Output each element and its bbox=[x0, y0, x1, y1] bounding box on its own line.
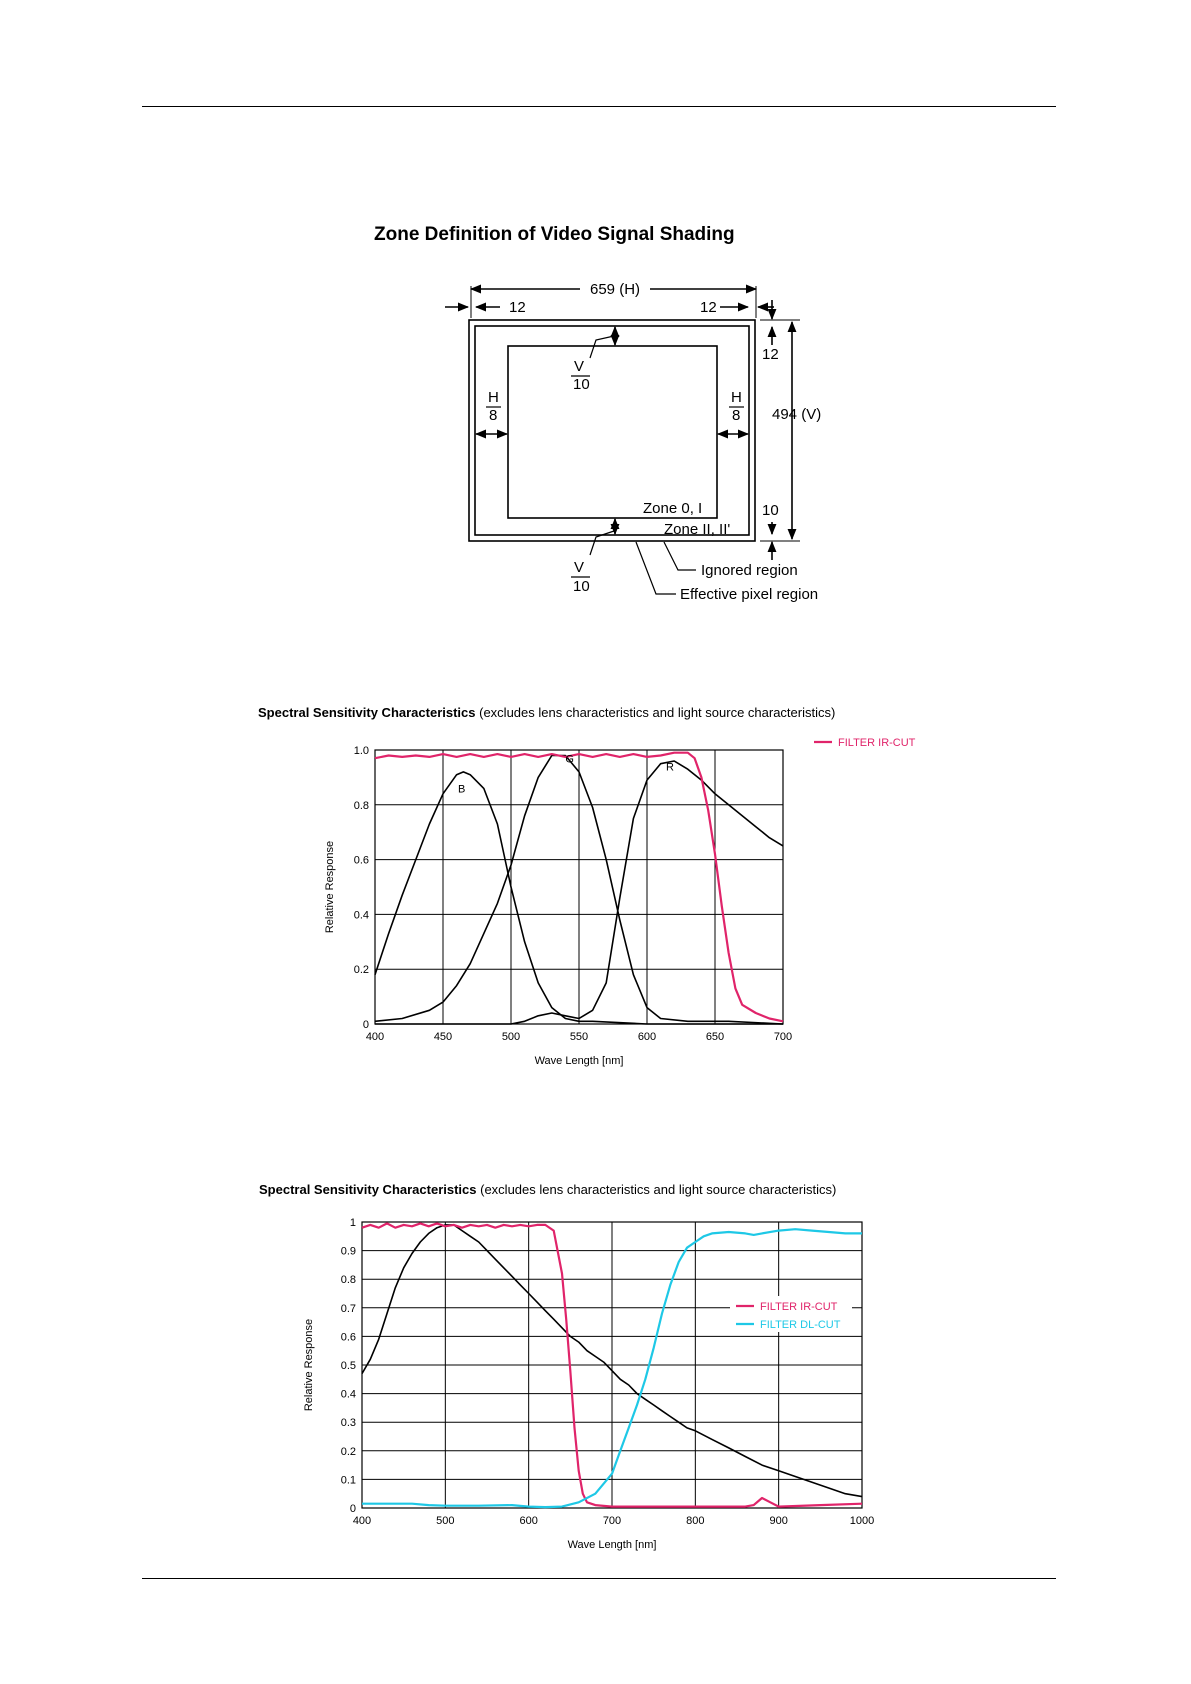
chart2-caption-bold: Spectral Sensitivity Characteristics bbox=[259, 1182, 477, 1197]
zone-title: Zone Definition of Video Signal Shading bbox=[374, 224, 735, 245]
x-tick-label: 800 bbox=[686, 1515, 705, 1527]
y-tick-label: 0.8 bbox=[353, 799, 369, 812]
annotation-r: R bbox=[666, 761, 674, 774]
y-tick-label: 0.1 bbox=[340, 1474, 356, 1487]
frac-v-top-den: 10 bbox=[573, 376, 590, 393]
y-tick-label: 0.7 bbox=[340, 1302, 356, 1315]
chart2-caption bbox=[259, 1182, 836, 1197]
y-tick-label: 1.0 bbox=[353, 745, 369, 757]
y-axis-label: Relative Response bbox=[324, 840, 336, 934]
zone-diagram bbox=[0, 0, 1191, 640]
y-tick-label: 0.6 bbox=[353, 854, 369, 867]
frac-v-bottom-num: V bbox=[574, 559, 585, 576]
x-axis-label: Wave Length [nm] bbox=[534, 1055, 624, 1067]
y-tick-label: 0.5 bbox=[340, 1360, 356, 1372]
x-tick-label: 400 bbox=[352, 1515, 372, 1527]
ignored-region-label: Ignored region bbox=[701, 562, 798, 579]
frac-h-right-den: 8 bbox=[732, 407, 741, 424]
v-top-margin-label: 12 bbox=[762, 346, 779, 363]
left-margin-label: 12 bbox=[509, 299, 526, 316]
y-tick-label: 0 bbox=[349, 1503, 356, 1515]
x-tick-label: 700 bbox=[602, 1515, 622, 1527]
effective-region-label: Effective pixel region bbox=[680, 586, 819, 603]
x-tick-label: 600 bbox=[519, 1515, 538, 1527]
chart1-caption bbox=[258, 705, 835, 720]
zone-inner-rect bbox=[508, 346, 717, 518]
legend-label: FILTER IR-CUT bbox=[760, 1301, 838, 1313]
x-tick-label: 1000 bbox=[849, 1515, 875, 1527]
x-tick-label: 700 bbox=[773, 1031, 793, 1043]
x-tick-label: 600 bbox=[637, 1031, 657, 1043]
y-tick-label: 1 bbox=[349, 1217, 356, 1229]
frac-h-left-num: H bbox=[488, 389, 499, 406]
annotation-g: G bbox=[565, 753, 574, 766]
v-bottom-margin-label: 10 bbox=[762, 502, 779, 519]
y-tick-label: 0.9 bbox=[340, 1245, 356, 1258]
y-tick-label: 0.2 bbox=[340, 1445, 356, 1458]
zone-inner-label: Zone 0, I bbox=[643, 500, 703, 517]
chart2-caption-rest: (excludes lens characteristics and light source characteristics) bbox=[480, 1182, 837, 1197]
zone-outer-label: Zone II, II' bbox=[664, 521, 731, 538]
y-tick-label: 0.4 bbox=[340, 1388, 356, 1401]
frac-h-left-den: 8 bbox=[489, 407, 498, 424]
frac-h-right-num: H bbox=[731, 389, 742, 406]
y-tick-label: 0.4 bbox=[353, 909, 369, 922]
x-tick-label: 500 bbox=[501, 1031, 521, 1043]
y-tick-label: 0 bbox=[362, 1019, 369, 1031]
ignored-region-frame bbox=[475, 326, 749, 535]
chart1-caption-rest: (excludes lens characteristics and light source characteristics) bbox=[479, 705, 836, 720]
x-tick-label: 500 bbox=[436, 1515, 455, 1527]
right-margin-label: 12 bbox=[700, 299, 717, 316]
x-tick-label: 650 bbox=[705, 1031, 725, 1043]
legend-label: FILTER IR-CUT bbox=[838, 737, 916, 749]
h-total-label: 659 (H) bbox=[590, 281, 641, 298]
x-tick-label: 450 bbox=[433, 1031, 453, 1043]
annotation-b: B bbox=[457, 783, 466, 796]
y-tick-label: 0.2 bbox=[353, 964, 369, 977]
x-axis-label: Wave Length [nm] bbox=[567, 1539, 657, 1551]
y-tick-label: 0.8 bbox=[340, 1274, 356, 1287]
spectral-chart-mono bbox=[0, 1210, 1191, 1560]
v-total-label: 494 (V) bbox=[772, 406, 822, 423]
frac-v-top-num: V bbox=[574, 358, 585, 375]
bottom-rule bbox=[142, 1578, 1056, 1579]
y-tick-label: 0.6 bbox=[340, 1331, 356, 1344]
y-axis-label: Relative Response bbox=[303, 1318, 315, 1412]
x-tick-label: 400 bbox=[365, 1031, 385, 1043]
effective-pixel-frame bbox=[469, 320, 755, 541]
x-tick-label: 900 bbox=[769, 1515, 788, 1527]
legend-label: FILTER DL-CUT bbox=[760, 1319, 841, 1331]
spectral-chart-rgb bbox=[0, 730, 1191, 1080]
x-tick-label: 550 bbox=[569, 1031, 589, 1043]
frac-v-bottom-den: 10 bbox=[573, 578, 590, 595]
chart1-caption-bold: Spectral Sensitivity Characteristics bbox=[258, 705, 476, 720]
y-tick-label: 0.3 bbox=[340, 1417, 356, 1430]
